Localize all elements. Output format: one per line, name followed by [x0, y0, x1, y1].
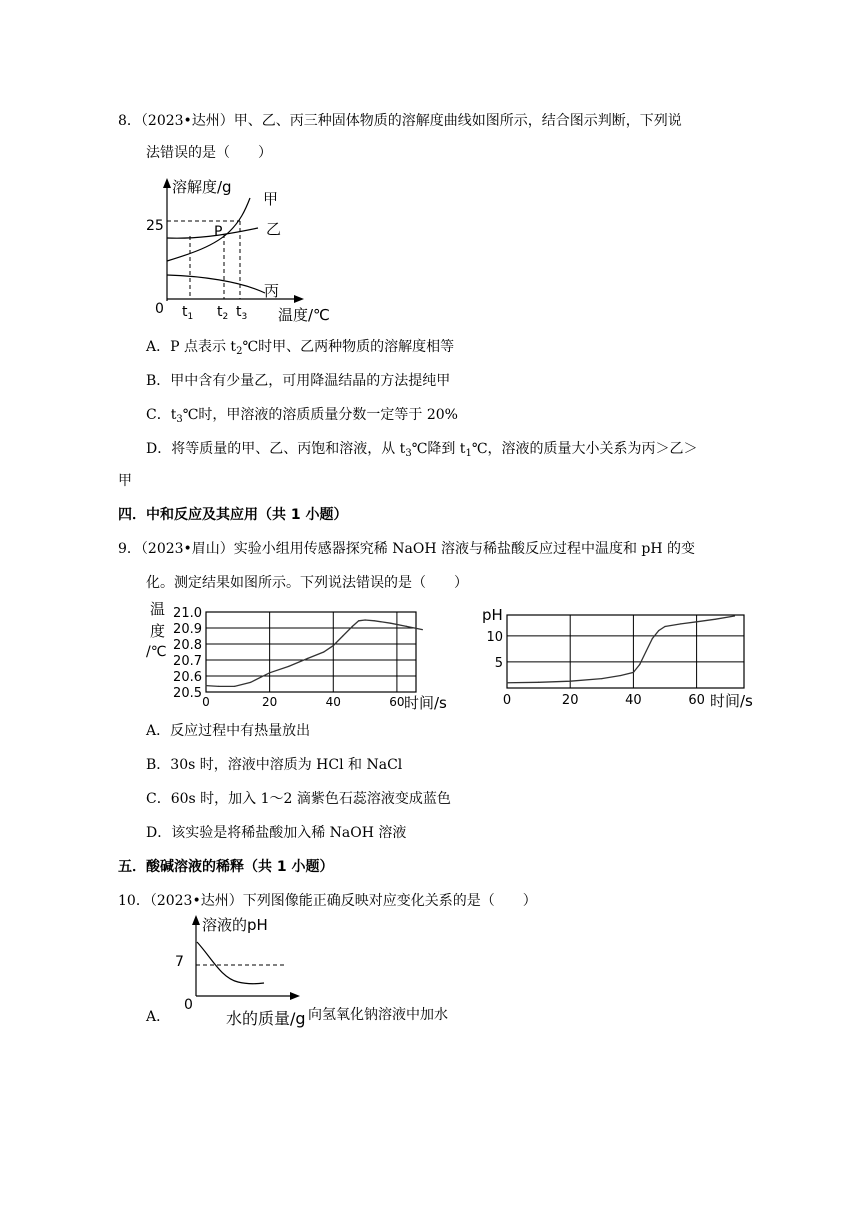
y-tick-label: 5: [494, 655, 503, 671]
ph-curve: [197, 942, 264, 984]
q8-option-b: B．甲中含有少量乙，可用降温结晶的方法提纯甲: [146, 373, 451, 389]
x-tick-t1: $t_1$: [182, 304, 194, 322]
q9-stem-line1: 9．（2023•眉山）实验小组用传感器探究稀 NaOH 溶液与稀盐酸反应过程中温度和 pH 的变: [118, 541, 696, 557]
x-tick-label: 20: [561, 693, 579, 708]
x-tick-label: 60: [688, 693, 705, 708]
ph-point: [645, 651, 646, 652]
q10-option-a-letter: A．: [146, 1009, 171, 1025]
temperature-point: [364, 619, 365, 620]
x-tick-label: 40: [625, 693, 642, 708]
y-tick-25: 25: [146, 218, 164, 234]
series-label-jia: 甲: [263, 190, 279, 208]
y-tick-label: 20.9: [173, 622, 202, 637]
temperature-chart: [144, 600, 464, 712]
origin-label: 0: [184, 997, 193, 1013]
section-5-heading: 五．酸碱溶液的稀释（共 1 小题）: [118, 859, 334, 875]
ph-point: [680, 623, 681, 624]
q9-option-a: A．反应过程中有热量放出: [146, 723, 311, 739]
x-axis-arrow: [290, 992, 300, 1000]
ph-series-line: [507, 616, 735, 683]
series-label-yi: 乙: [266, 220, 282, 238]
y-axis-label: 温: [150, 600, 166, 618]
x-tick-t2: $t_2$: [217, 304, 229, 322]
q10-stem: 10．（2023•达州）下列图像能正确反映对应变化关系的是（ ）: [118, 893, 537, 909]
x-tick-t3: $t_3$: [236, 304, 248, 322]
point-p-label: P: [214, 224, 223, 240]
curve-yi: [167, 228, 258, 238]
ph-point: [639, 664, 640, 665]
section-4-heading: 四．中和反应及其应用（共 1 小题）: [118, 507, 348, 523]
q8-option-c: C．$t_3℃$时，甲溶液的溶质质量分数一定等于 20%: [146, 407, 458, 425]
ph-point: [538, 682, 539, 683]
q8-stem-line1: 8．（2023•达州）甲、乙、丙三种固体物质的溶解度曲线如图所示，结合图示判断，下列说: [118, 113, 682, 129]
ph-point: [664, 626, 665, 627]
temperature-point: [422, 629, 423, 630]
y-axis-arrow: [192, 915, 200, 925]
temperature-point: [250, 682, 251, 683]
x-tick-label: 0: [202, 695, 210, 709]
y-axis-label: pH: [482, 606, 503, 624]
q8-option-d: D．将等质量的甲、乙、丙饱和溶液，从 $t_3℃$降到 $t_1℃$，溶液的质量大小关系为丙＞乙＞: [146, 441, 698, 459]
temperature-point: [288, 666, 289, 667]
q9-option-c: C．60s 时，加入 1～2 滴紫色石蕊溶液变成蓝色: [146, 791, 451, 807]
temperature-point: [358, 620, 359, 621]
plot-frame: [507, 615, 744, 688]
x-axis-label: 温度/℃: [278, 306, 330, 324]
y-axis-label: 溶液的pH: [202, 916, 268, 934]
ph-point: [570, 681, 571, 682]
q9-option-d: D．该实验是将稀盐酸加入稀 NaOH 溶液: [146, 825, 407, 841]
q8-option-d-cont: 甲: [118, 473, 132, 489]
y-tick-label: 20.7: [173, 654, 202, 669]
q10-option-a-caption: 向氢氧化钠溶液中加水: [308, 1007, 448, 1023]
y-axis-label: 度: [150, 622, 166, 640]
x-axis-arrow: [294, 295, 304, 303]
temperature-point: [218, 686, 219, 687]
temperature-point: [390, 623, 391, 624]
ph-point: [620, 675, 621, 676]
ph-point: [696, 621, 697, 622]
ph-chart: [474, 600, 754, 712]
ph-point: [658, 630, 659, 631]
temperature-point: [323, 651, 324, 652]
q8-option-a: A．P 点表示 $t_2℃$时甲、乙两种物质的溶解度相等: [146, 339, 455, 357]
curve-bing: [167, 275, 265, 293]
y-axis-label: /℃: [146, 644, 167, 660]
ph-point: [715, 619, 716, 620]
y-tick-label: 20.5: [173, 686, 202, 701]
ph-point: [734, 615, 735, 616]
x-tick-label: 0: [502, 693, 512, 708]
temperature-point: [234, 686, 235, 687]
x-axis-label: 水的质量/g: [226, 1009, 306, 1028]
plot-frame: [206, 612, 416, 692]
temperature-point: [205, 685, 206, 686]
ph-point: [633, 672, 634, 673]
temperature-point: [352, 626, 353, 627]
y-axis-arrow: [163, 178, 171, 188]
origin-label: 0: [155, 301, 164, 317]
ph-point: [601, 678, 602, 679]
y-tick-label: 21.0: [173, 606, 202, 621]
temperature-point: [406, 626, 407, 627]
q8-stem-line2: 法错误的是（ ）: [146, 145, 272, 161]
solubility-curve-figure: [140, 176, 450, 326]
q9-option-b: B．30s 时，溶液中溶质为 HCl 和 NaCl: [146, 757, 403, 773]
q9-stem-line2: 化。测定结果如图所示。下列说法错误的是（ ）: [146, 575, 468, 591]
temperature-point: [307, 658, 308, 659]
y-axis-label: 溶解度/g: [172, 178, 232, 196]
series-label-bing: 丙: [264, 282, 280, 300]
x-axis-label: 时间/s: [710, 692, 753, 710]
curve-jia: [167, 198, 250, 261]
temperature-point: [269, 672, 270, 673]
x-tick-label: 40: [325, 695, 341, 709]
ph-point: [652, 638, 653, 639]
x-axis-label: 时间/s: [404, 694, 447, 712]
y-tick-label: 10: [486, 629, 503, 645]
temperature-point: [342, 635, 343, 636]
x-tick-label: 20: [261, 695, 278, 709]
x-tick-label: 60: [389, 695, 405, 709]
temperature-point: [374, 620, 375, 621]
ph-point: [506, 682, 507, 683]
y-tick-label: 20.8: [173, 638, 202, 653]
y-tick-7: 7: [175, 954, 184, 970]
y-tick-label: 20.6: [173, 670, 202, 685]
temperature-point: [333, 645, 334, 646]
